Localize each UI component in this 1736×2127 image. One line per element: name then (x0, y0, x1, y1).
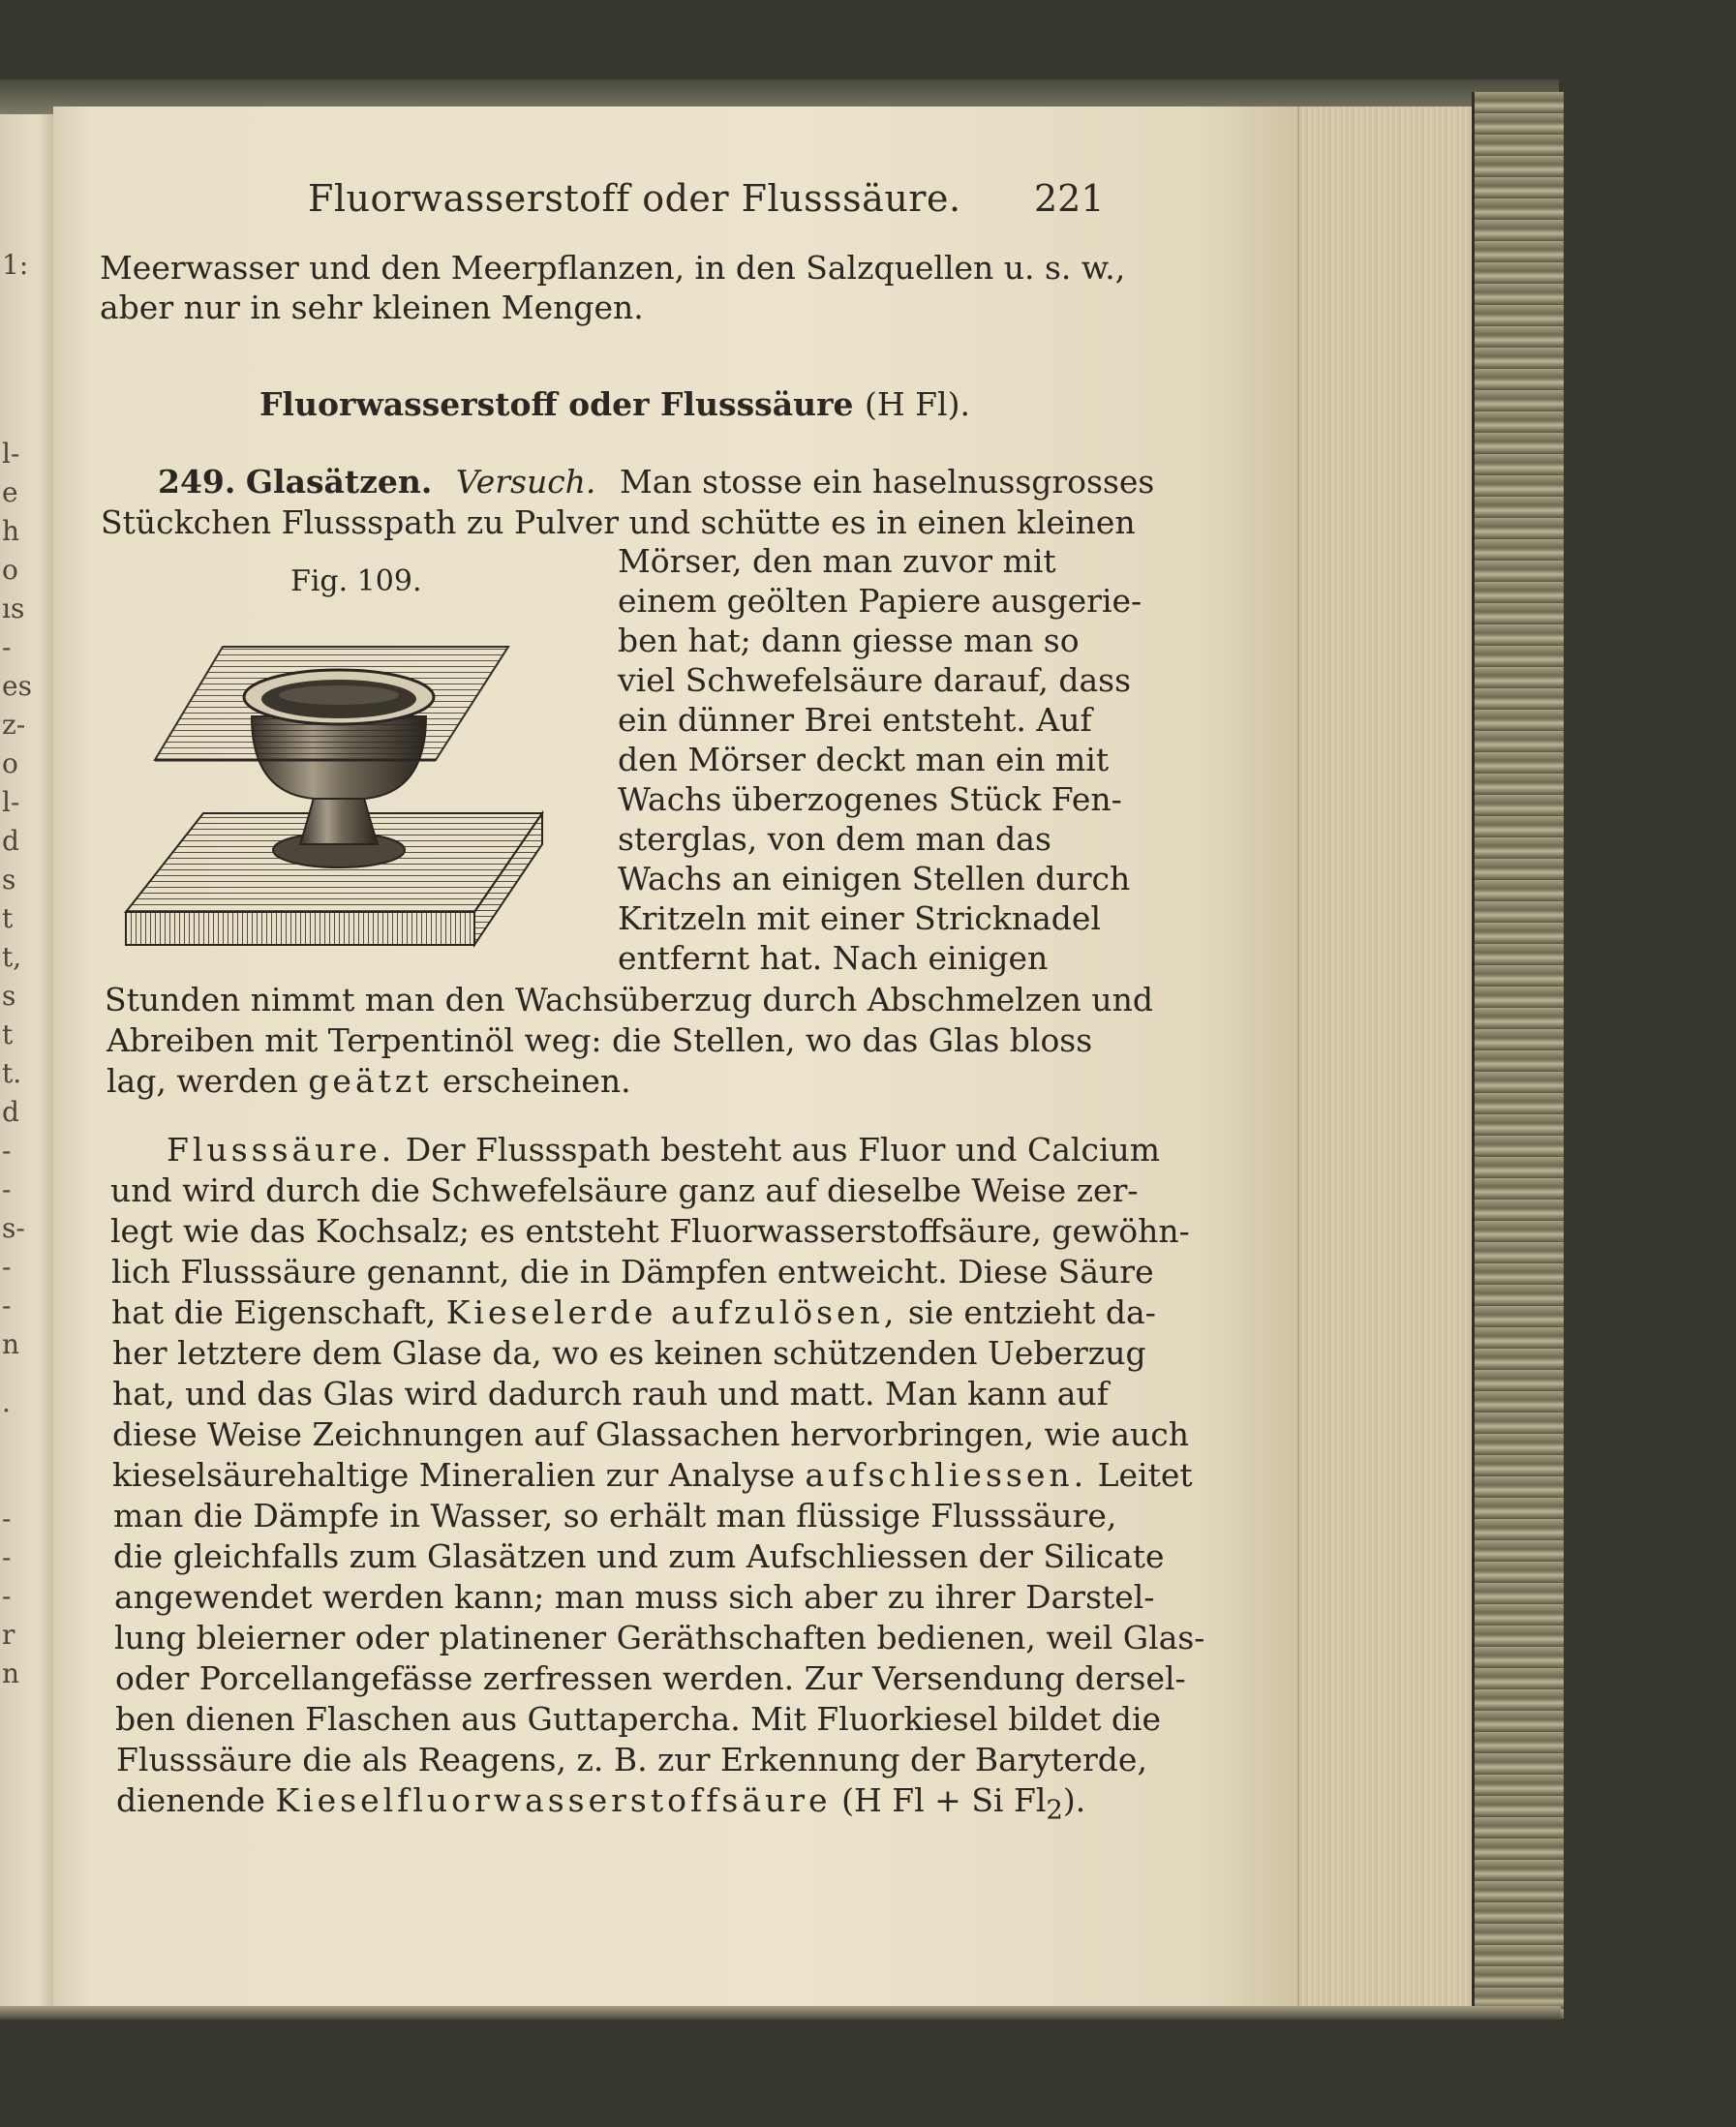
margin-fragment: z- (2, 709, 26, 741)
margin-fragment: s (2, 864, 16, 896)
paragraph-line: lich Flusssäure genannt, die in Dämpfen entweicht. Diese Säure (111, 1253, 1154, 1291)
margin-fragment: - (2, 1251, 12, 1283)
wrapped-line: Mörser, den man zuvor mit (618, 542, 1056, 580)
experiment-line: Stunden nimmt man den Wachsüberzug durch Abschmelzen und (105, 981, 1154, 1018)
emphasis-spaced: Flusssäure. (167, 1131, 396, 1169)
formula-subscript: 2 (1046, 1794, 1063, 1826)
text-run: sie entzieht da- (907, 1293, 1156, 1331)
base-plate-front (126, 912, 474, 945)
intro-line-1: Meerwasser und den Meerpflanzen, in den Salzquellen u. s. w., (100, 249, 1126, 287)
text-run: lag, werden (107, 1062, 298, 1100)
margin-fragment: t. (2, 1057, 22, 1089)
paragraph-line: und wird durch die Schwefelsäure ganz auf dieselbe Weise zer- (110, 1171, 1139, 1209)
book-spine (1472, 92, 1564, 2019)
margin-fragment: r (2, 1619, 15, 1651)
experiment-number: 249. (158, 463, 236, 501)
wrapped-line: Kritzeln mit einer Stricknadel (618, 899, 1101, 937)
experiment-line-2: Stückchen Flussspath zu Pulver und schütte es in einen kleinen (101, 503, 1136, 541)
paragraph-line-1 (167, 1131, 1160, 1169)
text-run: dienende (116, 1781, 265, 1819)
wrapped-line: ben hat; dann giesse man so (618, 622, 1080, 659)
margin-fragment: es (2, 670, 32, 702)
margin-fragment: l- (2, 438, 20, 470)
wrapped-line: entfernt hat. Nach einigen (618, 939, 1049, 977)
section-heading (259, 385, 970, 423)
text-run: ). (1062, 1781, 1086, 1819)
text-run: Der Flussspath besteht aus Fluor und Calcium (405, 1131, 1161, 1169)
wrapped-line: sterglas, von dem man das (618, 820, 1051, 858)
emphasis-spaced: Kieselfluorwasserstoffsäure (275, 1781, 832, 1819)
wrapped-line: Wachs überzogenes Stück Fen- (618, 780, 1122, 818)
emphasis-spaced: aufschliessen. (805, 1456, 1088, 1494)
chemical-formula: (H Fl + Si Fl (841, 1781, 1047, 1819)
margin-fragment: o (2, 554, 18, 586)
margin-fragment: t (2, 902, 14, 934)
paragraph-line: Flusssäure die als Reagens, z. B. zur Erkennung der Baryterde, (116, 1741, 1147, 1778)
margin-fragment: - (2, 1135, 12, 1167)
paragraph-line (112, 1456, 1193, 1494)
margin-fragment: - (2, 1541, 12, 1573)
paragraph-line: hat, und das Glas wird dadurch rauh und matt. Man kann auf (112, 1375, 1109, 1413)
margin-fragment: n (2, 1657, 20, 1689)
margin-fragment: o (2, 747, 18, 779)
running-head: Fluorwasserstoff oder Flusssäure. (308, 177, 961, 220)
text-run: Leitet (1097, 1456, 1193, 1494)
page-block-edges (1297, 106, 1474, 2009)
margin-fragment: n (2, 1328, 20, 1360)
margin-fragment: s- (2, 1212, 25, 1244)
paragraph-line: ben dienen Flaschen aus Guttapercha. Mit Fluorkiesel bildet die (115, 1700, 1162, 1738)
experiment-last-line (107, 1062, 631, 1100)
paragraph-line: diese Weise Zeichnungen auf Glassachen hervorbringen, wie auch (112, 1415, 1190, 1453)
book-bottom-edge (0, 2006, 1561, 2020)
margin-fragment: - (2, 1173, 12, 1205)
paragraph-line: lung bleierner oder platinener Geräthschaften bedienen, weil Glas- (114, 1619, 1205, 1656)
paragraph-line: oder Porcellangefässe zerfressen werden. Zur Versendung dersel- (115, 1659, 1186, 1697)
text-run: erscheinen. (442, 1062, 631, 1100)
intro-line-2: aber nur in sehr kleinen Mengen. (100, 289, 644, 326)
figure-label: Fig. 109. (290, 564, 422, 598)
experiment-title: Glasätzen. (245, 463, 433, 501)
margin-fragment: - (2, 631, 12, 663)
paragraph-line: legt wie das Kochsalz; es entsteht Fluorwasserstoffsäure, gewöhn- (110, 1212, 1190, 1250)
experiment-first-line-text: Man stosse ein haselnussgrosses (619, 463, 1155, 501)
mortar-illustration (116, 620, 552, 958)
paragraph-line: her letztere dem Glase da, wo es keinen schützenden Ueberzug (112, 1334, 1146, 1372)
margin-fragment: t (2, 1018, 14, 1050)
experiment-label: Versuch. (455, 463, 596, 501)
margin-fragment: - (2, 1290, 12, 1322)
text-run: kieselsäurehaltige Mineralien zur Analyse (112, 1456, 795, 1494)
wrapped-line: den Mörser deckt man ein mit (618, 741, 1110, 778)
margin-fragment: ıs (2, 593, 25, 624)
paragraph-line-last (116, 1781, 1085, 1826)
margin-fragment: - (2, 1580, 12, 1612)
wrapped-line: einem geölten Papiere ausgerie- (618, 582, 1142, 620)
mortar-stem (300, 794, 378, 844)
margin-fragment: e (2, 476, 18, 508)
experiment-first-line (158, 463, 1154, 501)
margin-fragment: d (2, 825, 19, 857)
wrapped-line: viel Schwefelsäure darauf, dass (618, 661, 1132, 699)
margin-fragment: s (2, 980, 16, 1012)
page-number: 221 (1034, 177, 1105, 220)
margin-fragment: h (2, 515, 20, 547)
paragraph-line: angewendet werden kann; man muss sich aber zu ihrer Darstel- (114, 1578, 1155, 1616)
paragraph-line (111, 1293, 1156, 1331)
margin-fragment: l- (2, 786, 20, 818)
emphasis-spaced: geätzt (308, 1062, 433, 1100)
section-heading-formula: (H Fl). (865, 385, 970, 423)
experiment-line: Abreiben mit Terpentinöl weg: die Stellen, wo das Glas bloss (107, 1021, 1093, 1059)
margin-fragment: t, (2, 941, 22, 973)
emphasis-spaced: Kieselerde aufzulösen, (445, 1293, 898, 1331)
margin-fragment: 1: (2, 249, 29, 281)
text-run: hat die Eigenschaft, (111, 1293, 437, 1331)
margin-fragment: - (2, 1503, 12, 1534)
paragraph-line: man die Dämpfe in Wasser, so erhält man flüssige Flusssäure, (113, 1497, 1117, 1534)
margin-fragment: d (2, 1096, 19, 1128)
wrapped-line: Wachs an einigen Stellen durch (618, 860, 1131, 897)
wrapped-line: ein dünner Brei entsteht. Auf (618, 701, 1092, 739)
section-heading-title: Fluorwasserstoff oder Flusssäure (259, 385, 854, 423)
margin-fragment: . (2, 1386, 11, 1418)
paragraph-line: die gleichfalls zum Glasätzen und zum Aufschliessen der Silicate (113, 1537, 1165, 1575)
